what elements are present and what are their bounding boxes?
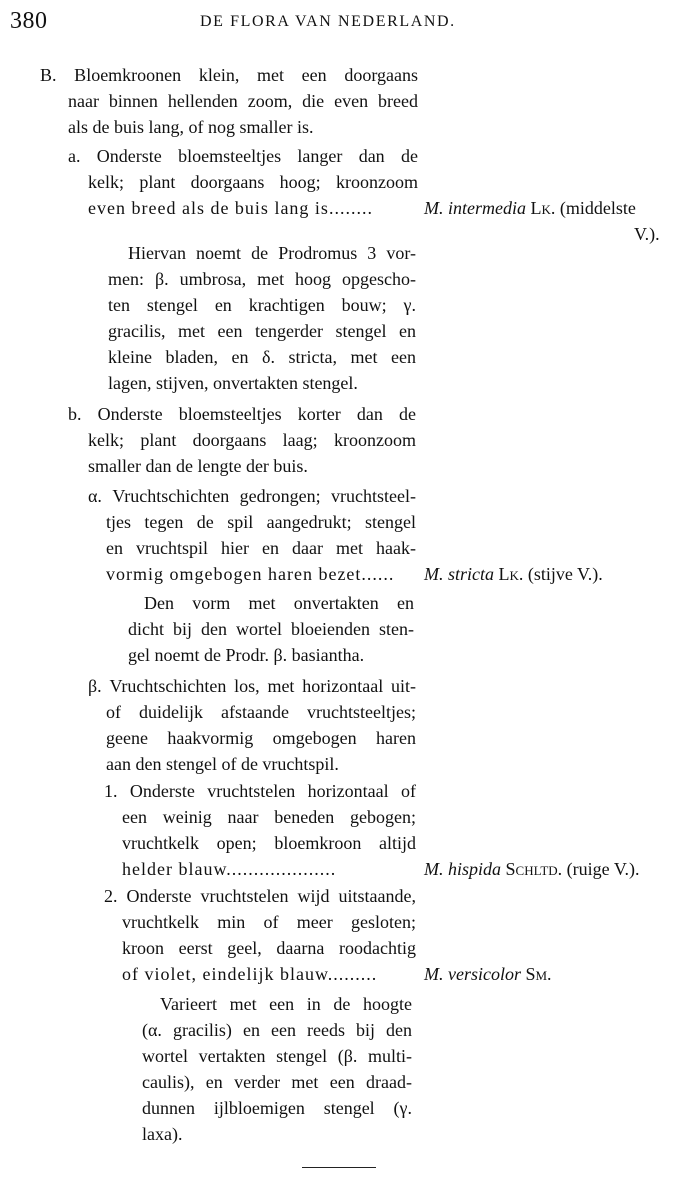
species-name: M. hispida <box>424 859 502 879</box>
species-entry <box>424 963 552 985</box>
note-line: lagen, stijven, onvertakten stengel. <box>108 373 358 393</box>
text-line: als de buis lang, of nog smaller is. <box>68 117 314 137</box>
note-line: wortel vertakten stengel (β. multi- <box>142 1046 412 1066</box>
text-line: smaller dan de lengte der buis. <box>88 456 308 476</box>
text-line: of duidelijk afstaande vruchtsteeltjes; <box>106 702 416 722</box>
species-author: Schltd. <box>505 859 563 879</box>
text-line: een weinig naar beneden gebogen; <box>122 807 416 827</box>
species-name: M. versicolor <box>424 964 521 984</box>
text-line: tjes tegen de spil aangedrukt; stengel <box>106 512 416 532</box>
text-line: aan den stengel of de vruchtspil. <box>106 754 339 774</box>
note-line: dicht bij den wortel bloeienden sten- <box>128 619 414 639</box>
species-vernacular: (middelste <box>559 198 636 218</box>
note-line: laxa). <box>142 1124 183 1144</box>
species-entry <box>424 858 640 880</box>
species-name: M. stricta <box>424 564 494 584</box>
note-line: ten stengel en krachtigen bouw; γ. <box>108 295 416 315</box>
text-line: a. Onderste bloemsteeltjes langer dan de <box>68 146 418 166</box>
text-line: B. Bloemkroonen klein, met een doorgaans <box>40 65 418 85</box>
note-line: gel noemt de Prodr. β. basiantha. <box>128 645 365 665</box>
text-line: kelk; plant doorgaans laag; kroonzoom <box>88 430 416 450</box>
text-line: geene haakvormig omgebogen haren <box>106 728 416 748</box>
note-line: men: β. umbrosa, met hoog opgescho- <box>108 269 416 289</box>
text-line: of violet, eindelijk blauw......... <box>122 964 378 984</box>
note-line: dunnen ijlbloemigen stengel (γ. <box>142 1098 412 1118</box>
text-line: kelk; plant doorgaans hoog; kroonzoom <box>88 172 418 192</box>
species-vernacular-end: V.). <box>634 224 660 244</box>
text-line: vruchtkelk open; bloemkroon altijd <box>122 833 416 853</box>
section-divider <box>302 1167 376 1168</box>
text-line: even breed als de buis lang is........ <box>88 198 373 218</box>
text-line: 2. Onderste vruchtstelen wijd uitstaande, <box>104 886 416 906</box>
text-line: β. Vruchtschichten los, met horizontaal uit- <box>88 676 416 696</box>
text-line: vruchtkelk min of meer gesloten; <box>122 912 416 932</box>
species-name: M. intermedia <box>424 198 526 218</box>
text-line: en vruchtspil hier en daar met haak- <box>106 538 416 558</box>
species-author: Sm. <box>525 964 552 984</box>
text-line: naar binnen hellenden zoom, die even breed <box>68 91 418 111</box>
species-entry <box>424 563 603 585</box>
running-title: DE FLORA VAN NEDERLAND. <box>200 13 456 30</box>
note-line: (α. gracilis) en een reeds bij den <box>142 1020 412 1040</box>
species-vernacular: (stijve V.). <box>527 564 603 584</box>
note-line: gracilis, met een tengerder stengel en <box>108 321 416 341</box>
text-line: helder blauw.................... <box>122 859 337 879</box>
text-line: vormig omgebogen haren bezet...... <box>106 564 395 584</box>
text-line: kroon eerst geel, daarna roodachtig <box>122 938 416 958</box>
note-line: Varieert met een in de hoogte <box>160 994 412 1014</box>
note-line: Hiervan noemt de Prodromus 3 vor- <box>128 243 416 263</box>
text-line: 1. Onderste vruchtstelen horizontaal of <box>104 781 416 801</box>
note-line: kleine bladen, en δ. stricta, met een <box>108 347 416 367</box>
note-line: caulis), en verder met een draad- <box>142 1072 412 1092</box>
page-number: 380 <box>10 8 48 34</box>
species-entry <box>424 197 636 219</box>
note-line: Den vorm met onvertakten en <box>144 593 414 613</box>
species-author: Lk. <box>530 198 556 218</box>
text-line: α. Vruchtschichten gedrongen; vruchtsteel- <box>88 486 416 506</box>
species-vernacular: (ruige V.). <box>566 859 640 879</box>
species-author: Lk. <box>498 564 524 584</box>
text-line: b. Onderste bloemsteeltjes korter dan de <box>68 404 416 424</box>
